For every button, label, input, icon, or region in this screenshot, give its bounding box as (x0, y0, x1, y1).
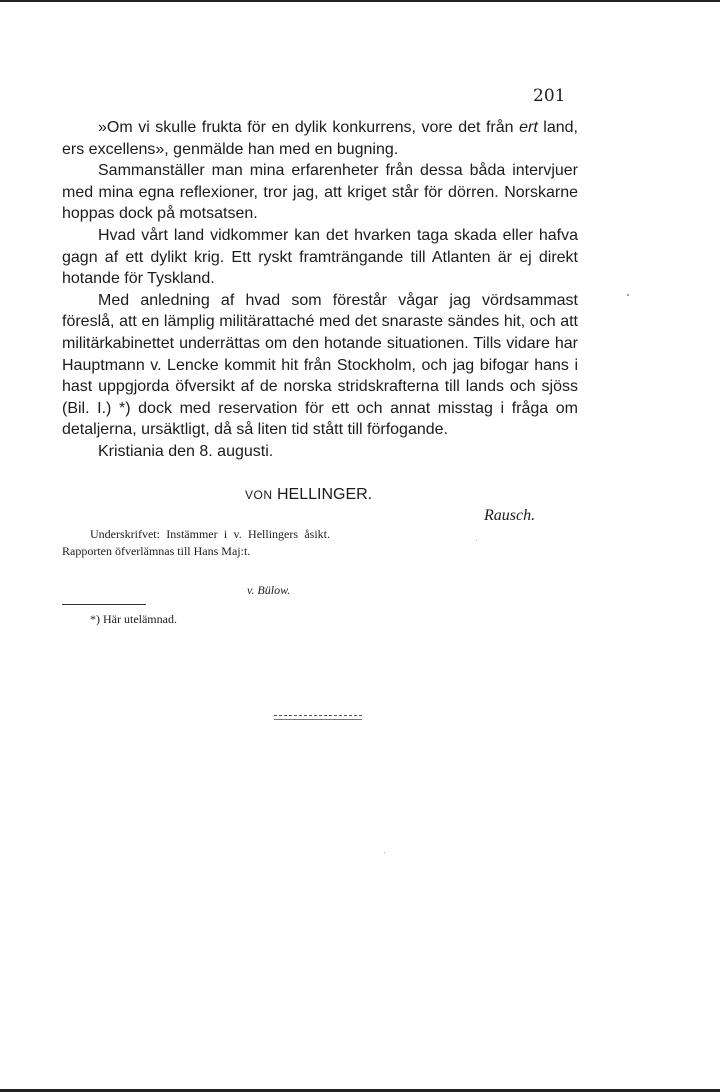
endorsement-note: Underskrifvet: Instämmer i v. Hellingers åsikt. Rapporten öfverlämnas till Hans Maj:t. (62, 527, 330, 558)
paper-speck (627, 294, 629, 296)
footnote-rule (62, 604, 146, 605)
signature-name: HELLINGER. (276, 486, 373, 503)
paragraph-2: Sammanställer man mina erfarenheter från dessa båda intervjuer med mina egna reflexioner, tror jag, att kriget står för dörren. Norskarne hoppas dock på motsatsen. (62, 162, 578, 223)
paragraph-1-tail: land, ers excellens», genmälde han med en bugning. (62, 119, 578, 158)
paragraph-5: Kristiania den 8. augusti. (98, 442, 274, 460)
end-rule-bottom (274, 719, 362, 720)
paragraph-1-text: »Om vi skulle frukta för en dylik konkurrens, vore det från (98, 119, 520, 136)
paper-speck (476, 540, 477, 541)
endorsement-signer: v. Bülow. (247, 583, 291, 597)
paragraph-4: Med anledning af hvad som förestår vågar jag vördsammast föreslå, att en lämplig militärattaché med det snaraste sändes hit, och att militärkabinettet underrättas om den hotande situationen. Tills vidare har Hauptmann v. Lencke kommit hit från Stockholm, och jag bifogar hans i hast uppgjorda öfversikt af de norska stridskrafterna till lands och sjöss (Bil. I.) *) dock med reservation för ett och annat misstag i fråga om detaljerna, ursäktligt, då så liten tid stått till förfogande. (62, 291, 578, 439)
signature-hellinger (245, 486, 372, 504)
page-top-edge (0, 0, 720, 2)
end-rule-top (274, 715, 362, 716)
paragraph-1-italic: ert (519, 119, 538, 136)
signature-prefix: VON (245, 488, 273, 502)
paragraph-3: Hvad vårt land vidkommer kan det hvarken taga skada eller hafva gagn af ett dylikt krig. Ett ryskt framträngande till Atlanten är ej direkt hotande för Tyskland. (62, 226, 578, 288)
paragraph-1 (62, 117, 578, 160)
paper-speck (384, 852, 385, 853)
margin-signature: Rausch. (484, 507, 536, 524)
footnote: *) Här utelämnad. (90, 612, 177, 626)
page-number: 201 (533, 86, 566, 106)
letter-body (62, 117, 578, 463)
